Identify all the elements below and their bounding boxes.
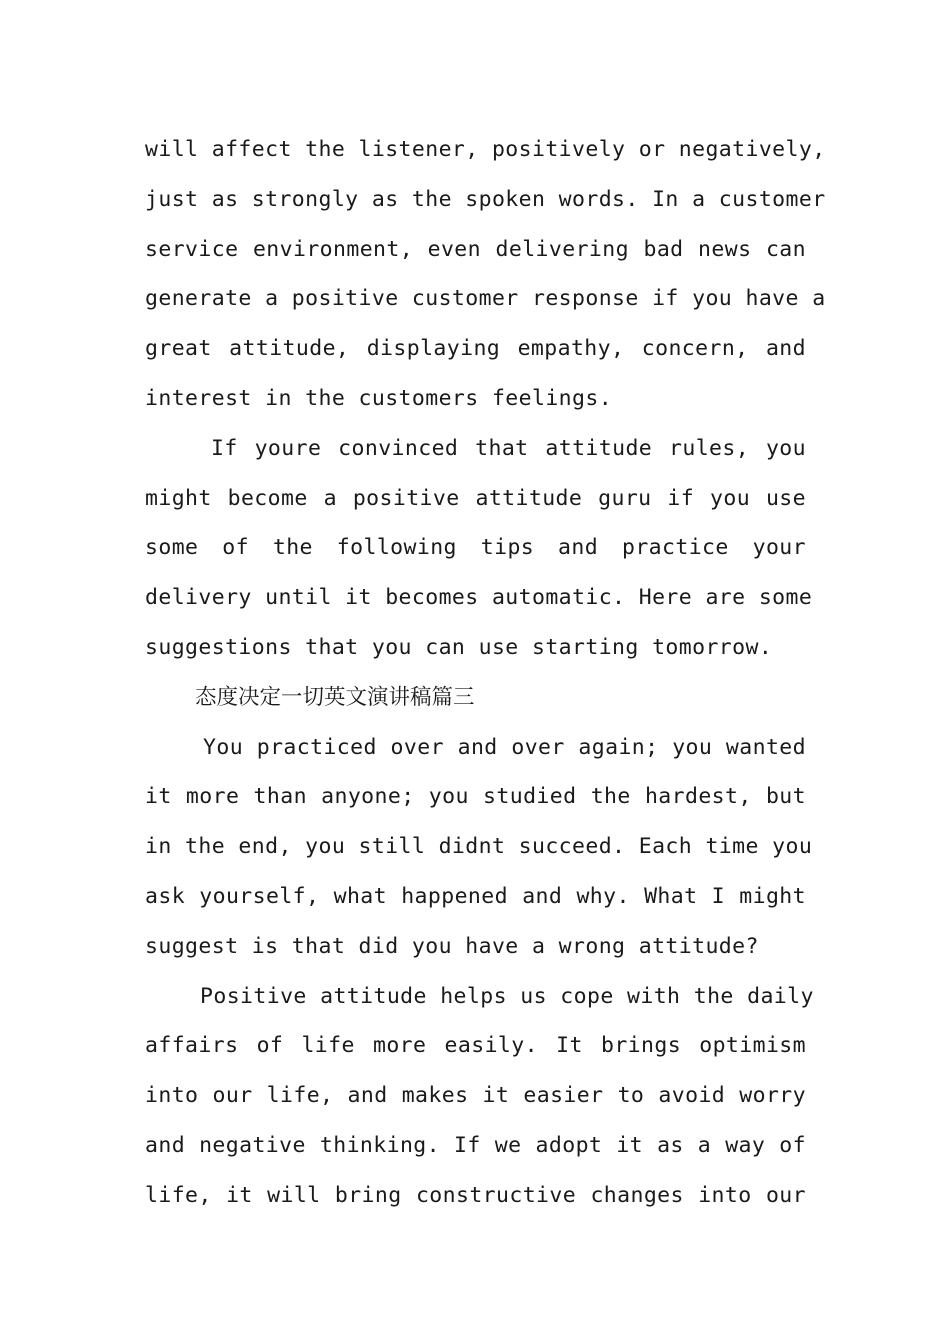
text-line: some of the following tips and practice your <box>145 535 806 561</box>
paragraph-2 <box>145 424 813 673</box>
text-line: in the end, you still didnt succeed. Each time you <box>145 834 813 860</box>
text-line: delivery until it becomes automatic. Here are some <box>145 585 813 611</box>
text-line: might become a positive attitude guru if you use <box>145 485 806 511</box>
text-line: You practiced over and over again; you wanted <box>203 734 806 760</box>
paragraph-3 <box>145 723 813 972</box>
text-line: service environment, even delivering bad news can <box>145 236 806 262</box>
text-line: interest in the customers feelings. <box>145 385 613 411</box>
paragraph-4 <box>145 972 814 1221</box>
text-line: If youre convinced that attitude rules, you <box>211 435 806 461</box>
text-line: and negative thinking. If we adopt it as a way of <box>145 1132 806 1158</box>
text-line: suggestions that you can use starting tomorrow. <box>145 634 773 660</box>
text-line: just as strongly as the spoken words. In a customer <box>145 186 826 212</box>
text-line: suggest is that did you have a wrong attitude? <box>145 933 759 959</box>
document-page <box>145 125 826 1221</box>
text-line: great attitude, displaying empathy, concern, and <box>145 336 806 362</box>
text-line: affairs of life more easily. It brings optimism <box>145 1033 806 1059</box>
text-line: ask yourself, what happened and why. What I might <box>145 883 806 909</box>
section-heading: 态度决定一切英文演讲稿篇三 <box>195 684 475 710</box>
text-line: will affect the listener, positively or negatively, <box>145 137 826 162</box>
text-line: generate a positive customer response if you have a <box>145 286 826 312</box>
paragraph-1 <box>145 125 826 424</box>
text-line: Positive attitude helps us cope with the daily <box>200 983 814 1009</box>
text-line: it more than anyone; you studied the hardest, but <box>145 784 806 810</box>
text-line: into our life, and makes it easier to avoid worry <box>145 1083 806 1109</box>
text-line: life, it will bring constructive changes into our <box>145 1182 806 1208</box>
